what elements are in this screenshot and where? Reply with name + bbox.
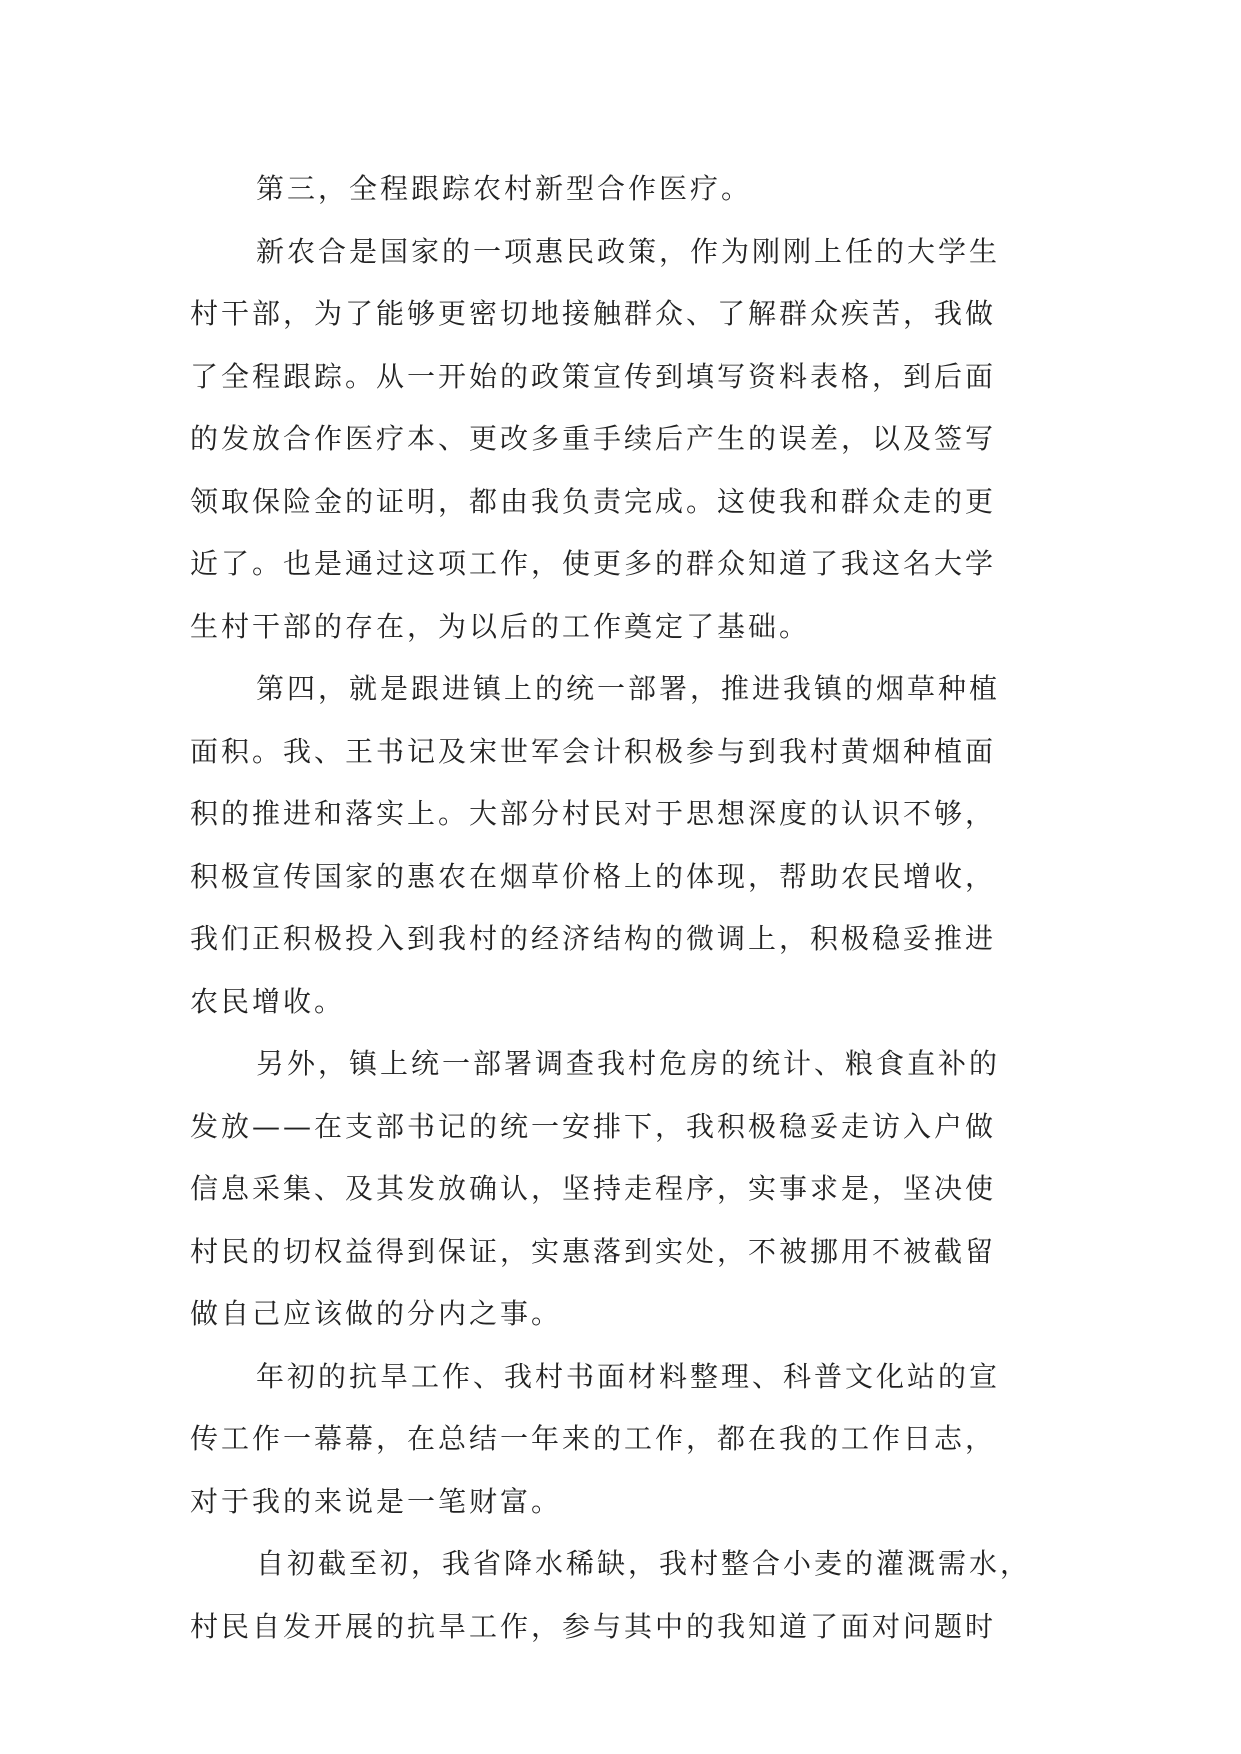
text-line: 发放——在支部书记的统一安排下，我积极稳妥走访入户做 — [190, 1109, 997, 1143]
text-line: 年初的抗旱工作、我村书面材料整理、科普文化站的宣 — [256, 1359, 1001, 1393]
text-line: 村民自发开展的抗旱工作，参与其中的我知道了面对问题时 — [190, 1609, 997, 1643]
text-line: 做自己应该做的分内之事。 — [190, 1297, 563, 1330]
text-line: 近了。也是通过这项工作，使更多的群众知道了我这名大学 — [190, 547, 997, 580]
text-line: 第四，就是跟进镇上的统一部署，推进我镇的烟草种植 — [256, 672, 1001, 705]
text-line: 的发放合作医疗本、更改多重手续后产生的误差，以及签写 — [190, 422, 997, 455]
text-line: 面积。我、王书记及宋世军会计积极参与到我村黄烟种植面 — [190, 734, 997, 768]
text-line: 对于我的来说是一笔财富。 — [190, 1484, 563, 1518]
text-line: 了全程跟踪。从一开始的政策宣传到填写资料表格，到后面 — [190, 359, 997, 393]
text-line: 村民的切权益得到保证，实惠落到实处，不被挪用不被截留 — [190, 1234, 997, 1268]
text-line: 信息采集、及其发放确认，坚持走程序，实事求是，坚决使 — [190, 1172, 997, 1205]
text-line: 另外，镇上统一部署调查我村危房的统计、粮食直补的 — [256, 1047, 1001, 1080]
text-line: 积的推进和落实上。大部分村民对于思想深度的认识不够， — [190, 797, 997, 830]
text-line: 第三，全程跟踪农村新型合作医疗。 — [256, 172, 753, 205]
text-line: 自初截至初，我省降水稀缺，我村整合小麦的灌溉需水， — [256, 1547, 1032, 1580]
text-line: 农民增收。 — [190, 984, 346, 1018]
text-line: 村干部，为了能够更密切地接触群众、了解群众疾苦，我做 — [190, 297, 997, 330]
text-line: 新农合是国家的一项惠民政策，作为刚刚上任的大学生 — [256, 234, 1001, 268]
text-line: 传工作一幕幕，在总结一年来的工作，都在我的工作日志， — [190, 1422, 997, 1455]
text-line: 积极宣传国家的惠农在烟草价格上的体现，帮助农民增收， — [190, 859, 997, 893]
text-line: 生村干部的存在，为以后的工作奠定了基础。 — [190, 609, 811, 643]
text-line: 我们正积极投入到我村的经济结构的微调上，积极稳妥推进 — [190, 922, 997, 955]
document-body — [190, 158, 1050, 1658]
text-line: 领取保险金的证明，都由我负责完成。这使我和群众走的更 — [190, 484, 997, 518]
